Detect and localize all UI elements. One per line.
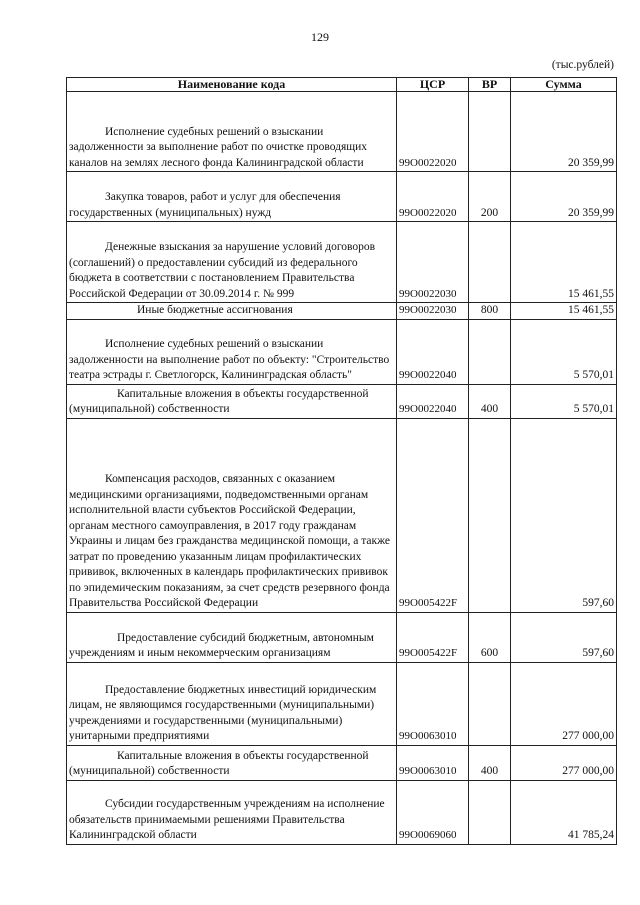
row-csr: 99О0022040 [397,384,469,418]
page-number: 129 [311,30,329,44]
table-row [67,662,617,745]
row-csr: 99О0022020 [397,172,469,222]
header-name: Наименование кода [67,78,397,92]
row-name: Предоставление субсидий бюджетным, автономным учреждениям и иным некоммерческим организациям [67,612,397,662]
row-sum: 597,60 [511,612,617,662]
table-row [67,222,617,303]
row-vr [469,319,511,384]
row-sum: 20 359,99 [511,172,617,222]
table-row [67,172,617,222]
row-sum: 15 461,55 [511,222,617,303]
row-sum: 277 000,00 [511,662,617,745]
row-vr: 400 [469,745,511,780]
row-name: Денежные взыскания за нарушение условий договоров (соглашений) о предоставлении субсидий из федерального бюджета в соответствии с постановлением Правительства Российской Федерации от 30.09.2014 г. № 999 [67,222,397,303]
row-sum: 5 570,01 [511,319,617,384]
row-vr: 600 [469,612,511,662]
row-vr: 200 [469,172,511,222]
row-vr [469,92,511,172]
table-row [67,780,617,844]
header-sum: Сумма [511,78,617,92]
header-vr: ВР [469,78,511,92]
table-row [67,384,617,418]
row-csr: 99О005422F [397,612,469,662]
row-vr [469,222,511,303]
row-csr: 99О0022040 [397,319,469,384]
table-row [67,319,617,384]
row-vr [469,780,511,844]
row-csr: 99О0022030 [397,222,469,303]
row-sum: 41 785,24 [511,780,617,844]
row-name: Закупка товаров, работ и услуг для обеспечения государственных (муниципальных) нужд [67,172,397,222]
row-csr: 99О0022020 [397,92,469,172]
row-name: Компенсация расходов, связанных с оказанием медицинскими организациями, подведомственными органам исполнительной власти субъектов Российской Федерации, органам местного самоуправления, в 2017 году гражданам Украины и лицам без гражданства медицинской помощи, а также затрат по проведению указанным лицам профилактических прививок, включенных в календарь профилактических прививок по эпидемическим показаниям, за счет средств резервного фонда Правительства Российской Федерации [67,418,397,612]
row-vr: 400 [469,384,511,418]
table-row [67,92,617,172]
row-name: Предоставление бюджетных инвестиций юридическим лицам, не являющимся государственными (муниципальными) учреждениями и государственными (муниципальными) унитарными предприятиями [67,662,397,745]
budget-table [66,77,617,845]
table-row [67,303,617,320]
units-note: (тыс.рублей) [551,59,614,71]
row-csr: 99О005422F [397,418,469,612]
row-sum: 277 000,00 [511,745,617,780]
row-vr [469,662,511,745]
row-name: Капитальные вложения в объекты государственной (муниципальной) собственности [67,745,397,780]
row-csr: 99О0069060 [397,780,469,844]
table-row [67,418,617,612]
row-name: Исполнение судебных решений о взыскании задолженности на выполнение работ по объекту: "Строительство театра эстрады г. Светлогорск, Калининградская область" [67,319,397,384]
row-sum: 20 359,99 [511,92,617,172]
row-sum: 15 461,55 [511,303,617,320]
row-name: Иные бюджетные ассигнования [67,303,397,320]
row-sum: 597,60 [511,418,617,612]
row-sum: 5 570,01 [511,384,617,418]
table-row [67,612,617,662]
row-csr: 99О0063010 [397,745,469,780]
row-csr: 99О0063010 [397,662,469,745]
row-name: Капитальные вложения в объекты государственной (муниципальной) собственности [67,384,397,418]
row-name: Исполнение судебных решений о взыскании задолженности за выполнение работ по очистке проводящих каналов на землях лесного фонда Калининградской области [67,92,397,172]
row-vr: 800 [469,303,511,320]
row-name: Субсидии государственным учреждениям на исполнение обязательств принимаемыми решениями Правительства Калининградской области [67,780,397,844]
row-csr: 99О0022030 [397,303,469,320]
row-vr [469,418,511,612]
table-header-row [67,78,617,92]
table-row [67,745,617,780]
header-csr: ЦСР [397,78,469,92]
